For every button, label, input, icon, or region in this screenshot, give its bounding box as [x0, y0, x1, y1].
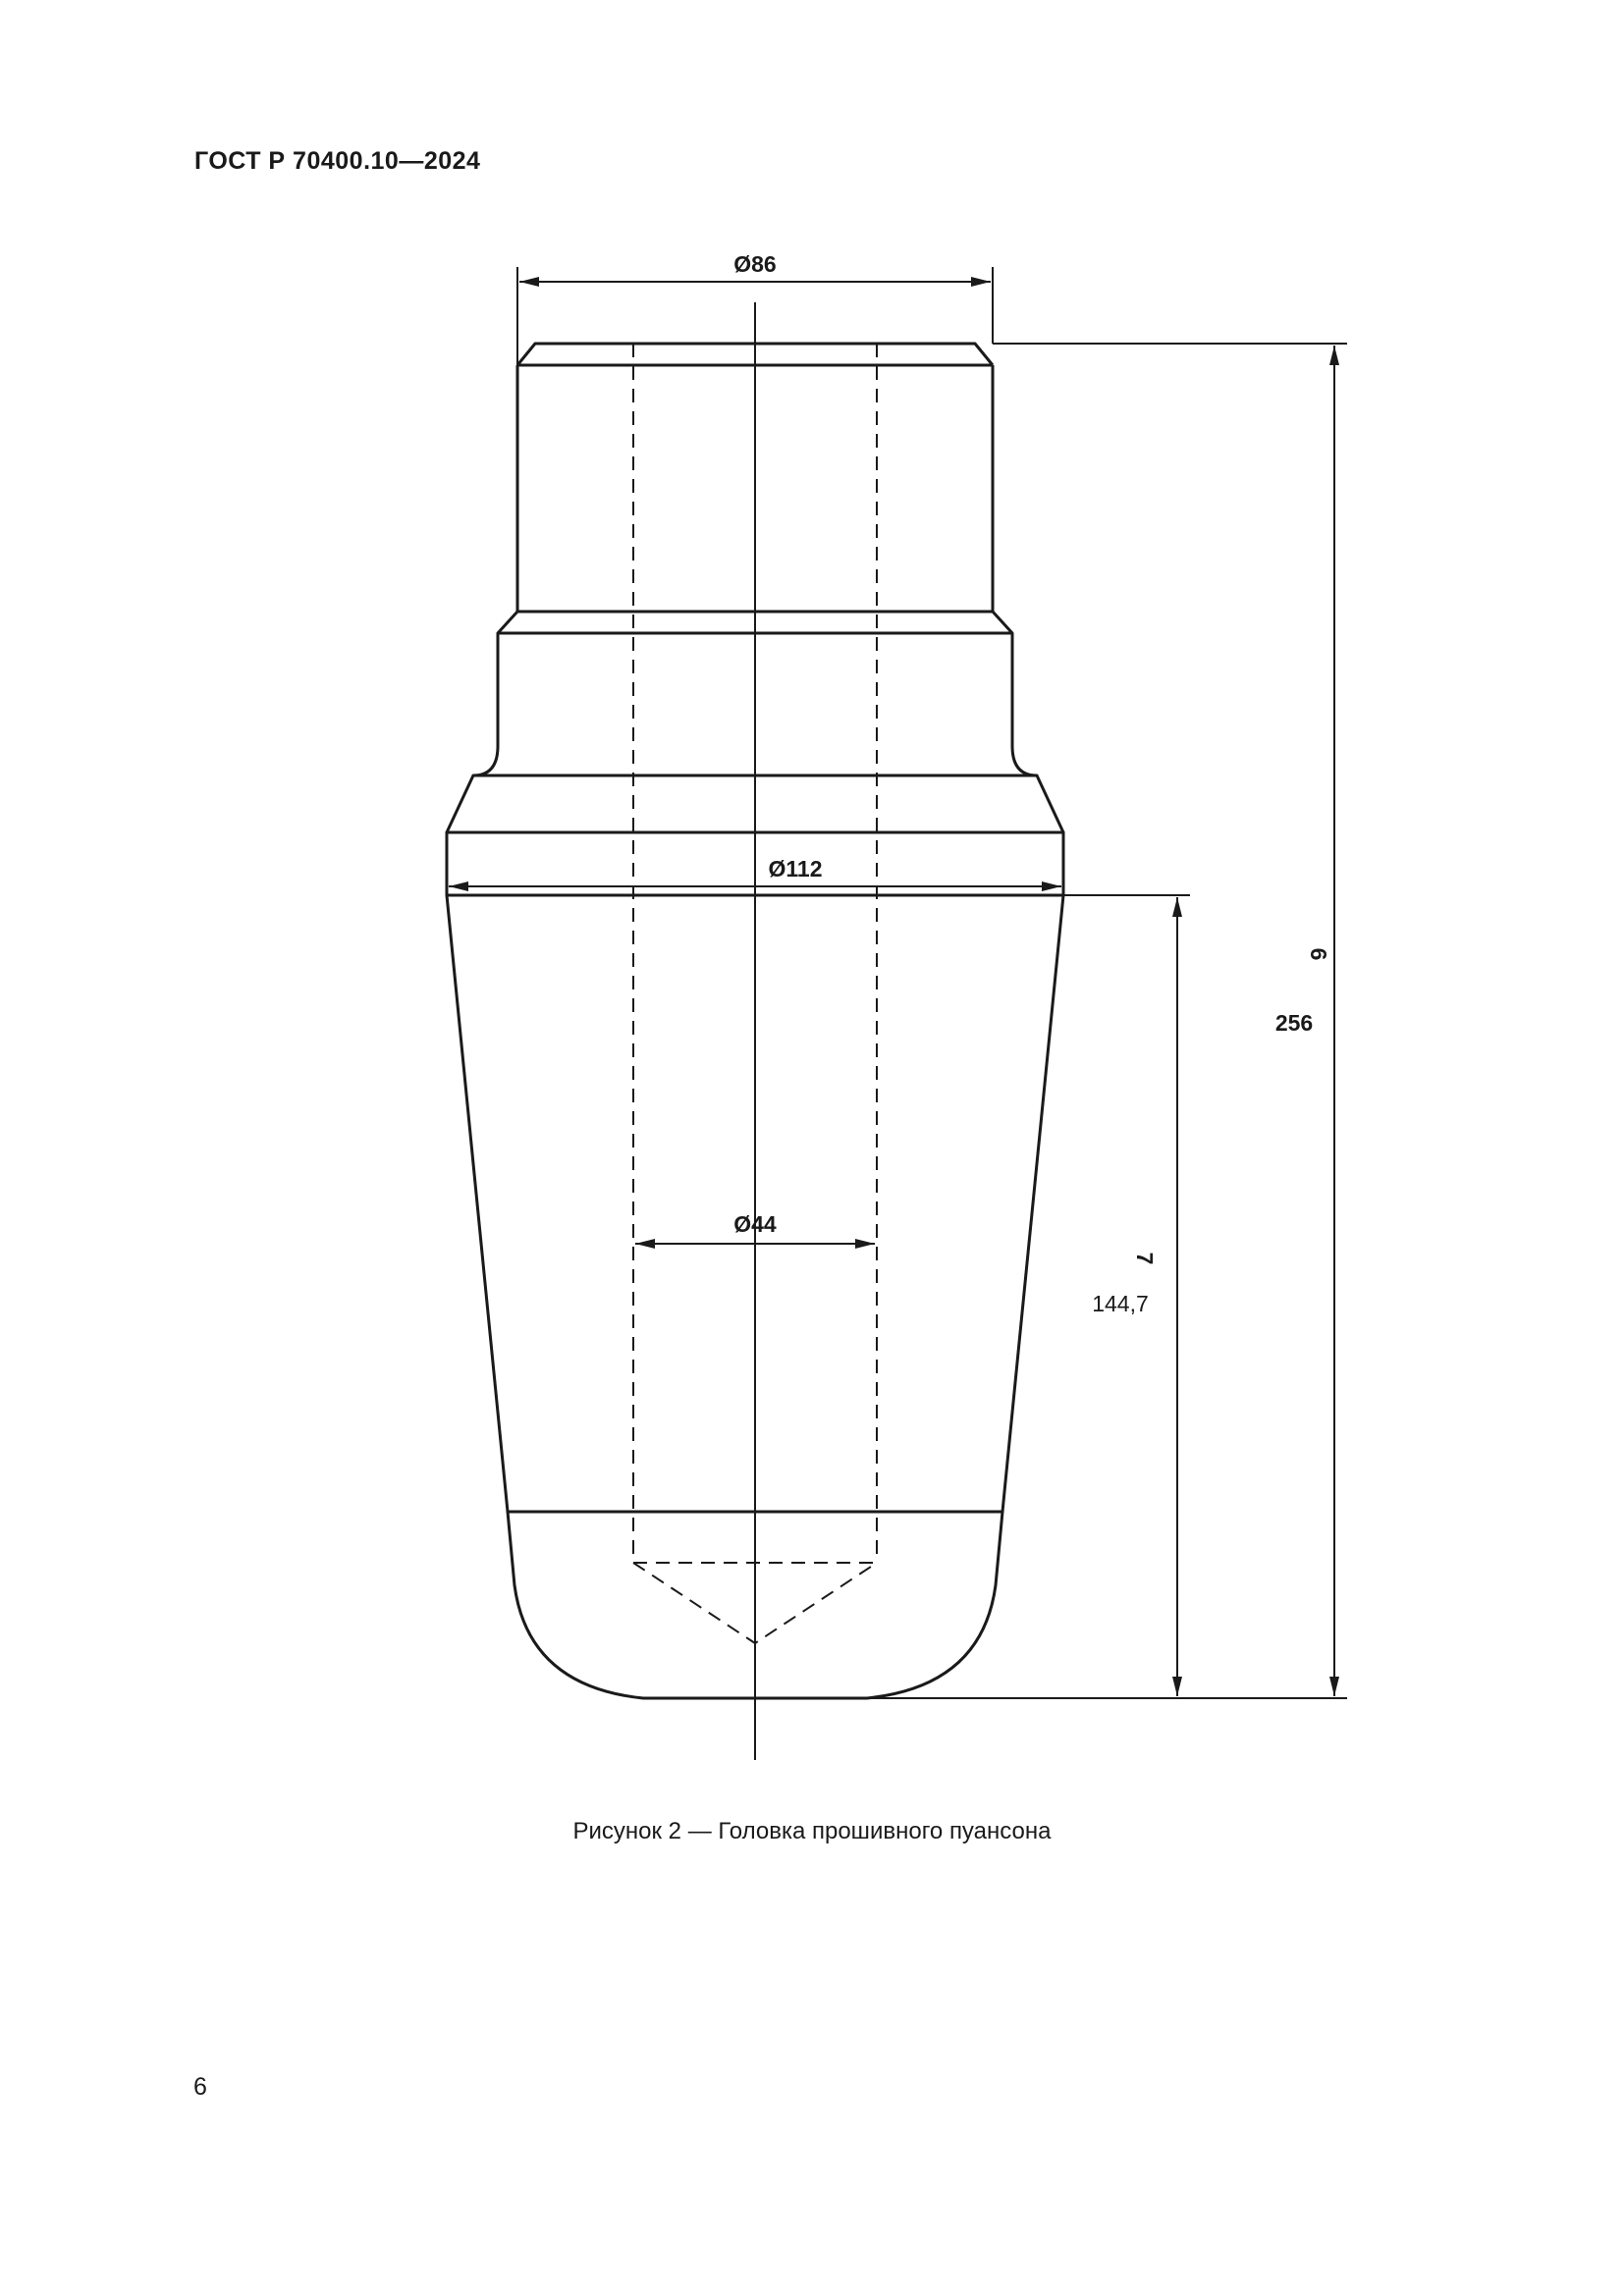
- dim-body-height-value: 144,7: [1092, 1291, 1149, 1316]
- dim-flange-diameter-label: Ø112: [768, 856, 823, 881]
- dim-body-height-ref: 7: [1132, 1252, 1158, 1265]
- dim-bore-diameter-label: Ø44: [733, 1211, 777, 1237]
- dim-top-diameter-label: Ø86: [733, 251, 777, 277]
- dim-total-height-value: 256: [1274, 1010, 1314, 1036]
- page-number: 6: [193, 2073, 207, 2101]
- document-header: ГОСТ Р 70400.10—2024: [194, 147, 481, 175]
- figure-caption: Рисунок 2 — Головка прошивного пуансона: [572, 1818, 1052, 1844]
- dim-total-height-ref: 6: [1306, 947, 1331, 961]
